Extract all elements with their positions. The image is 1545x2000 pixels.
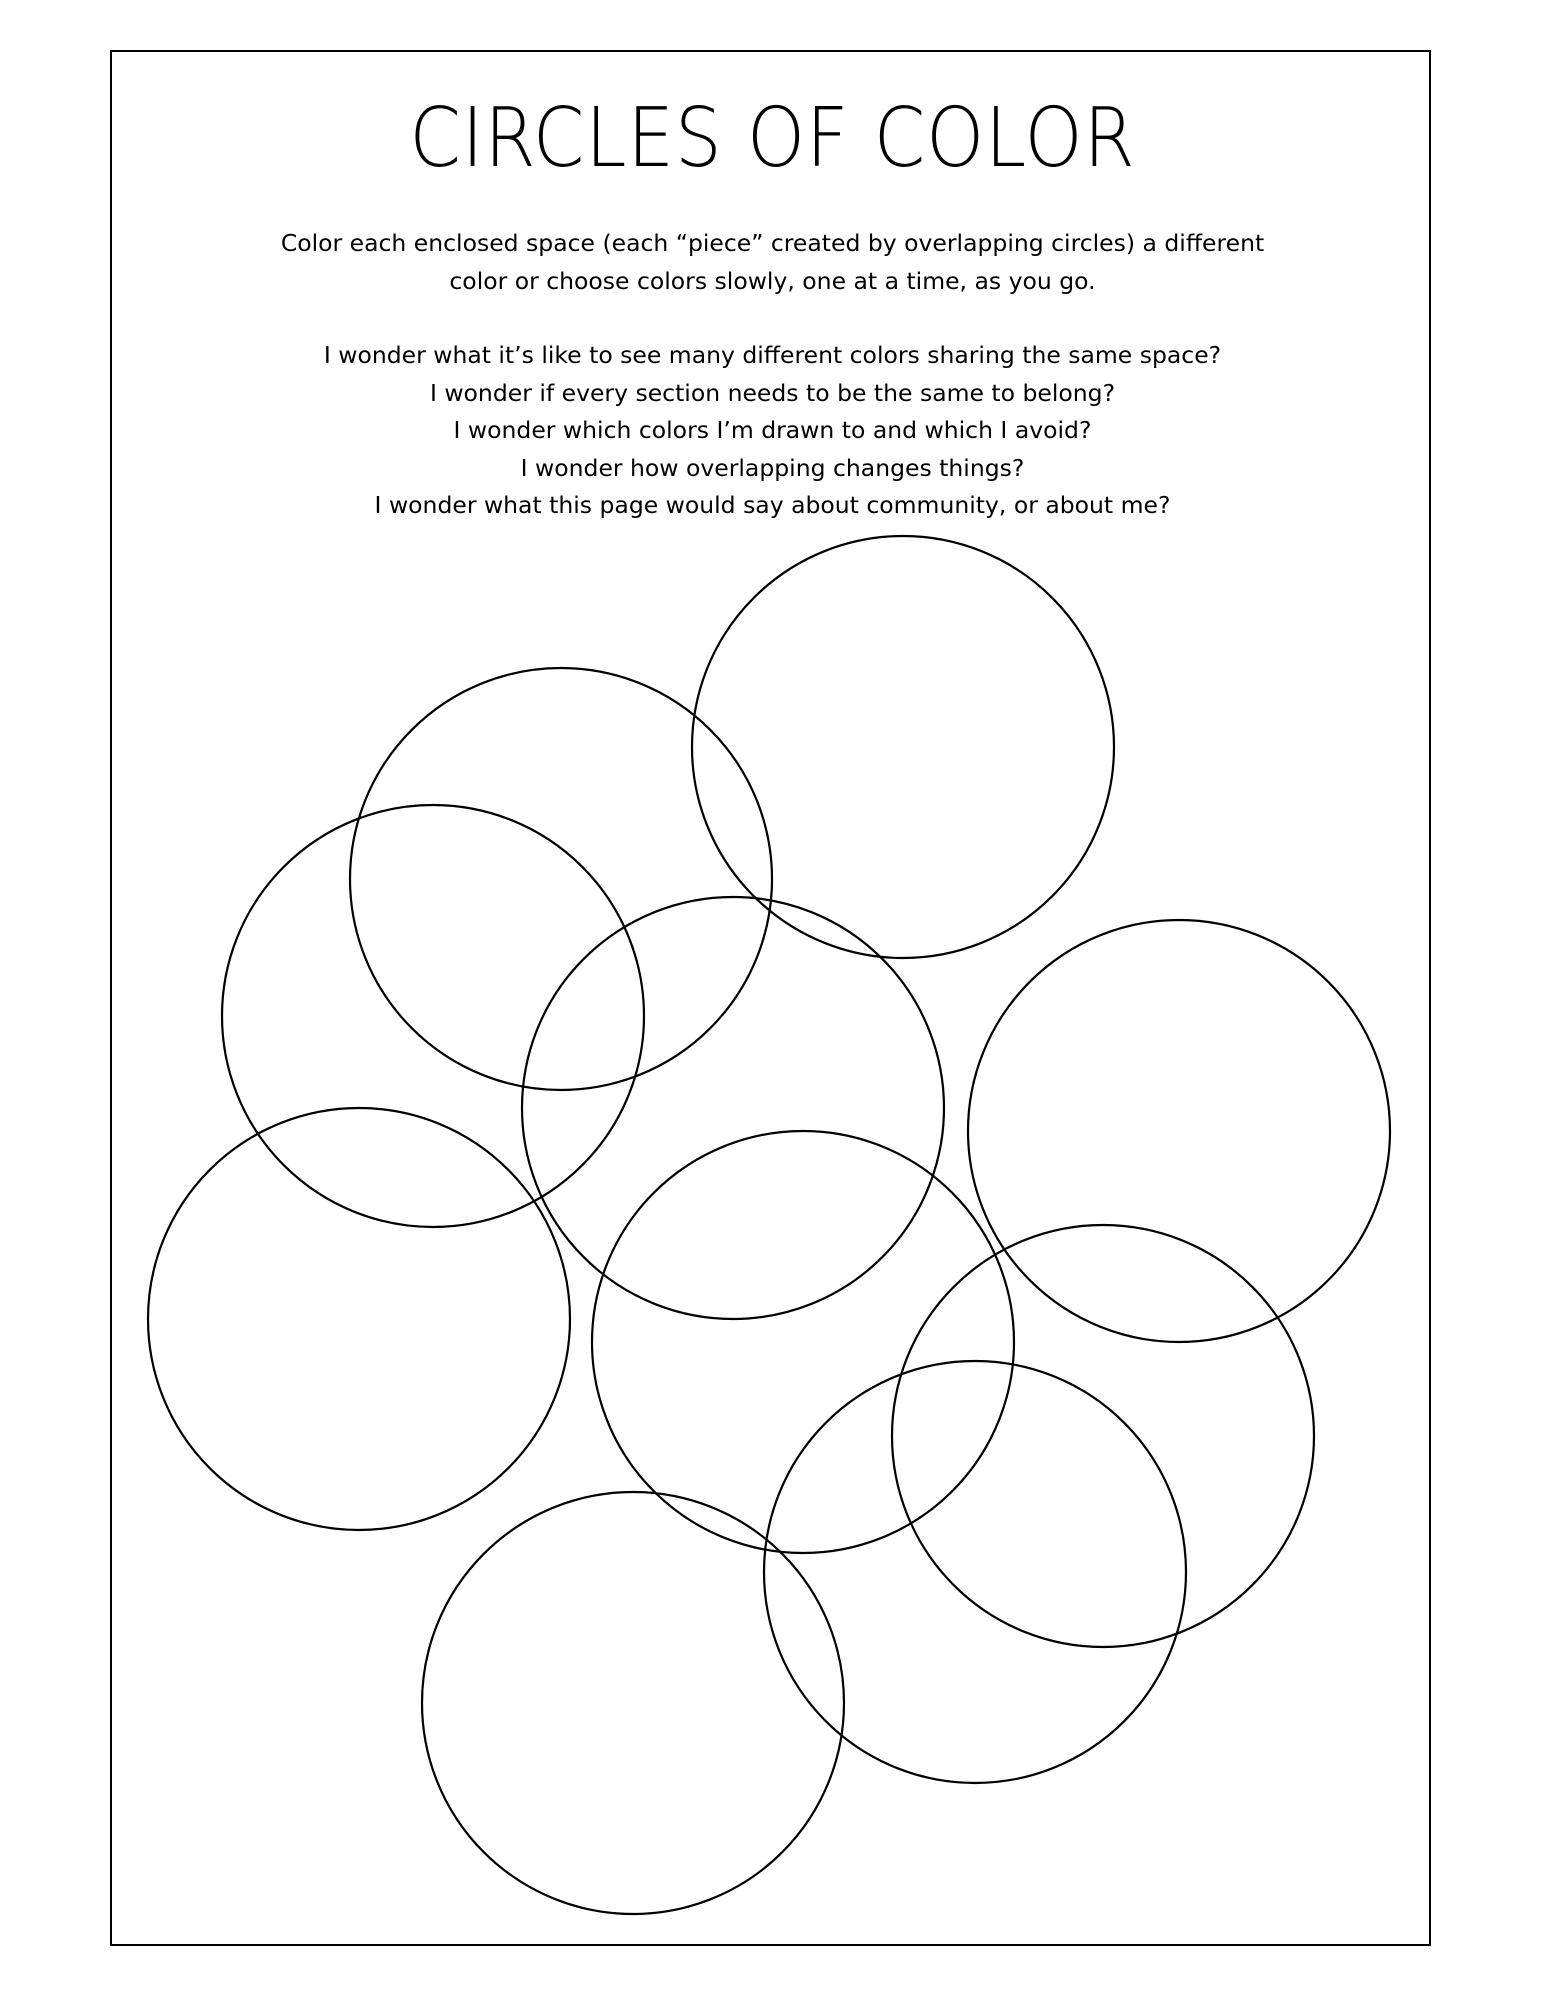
- prompt-line: I wonder what it’s like to see many different colors sharing the same space?: [323, 341, 1222, 369]
- coloring-circle[interactable]: [350, 668, 772, 1090]
- prompt-line: I wonder what this page would say about community, or about me?: [374, 491, 1171, 519]
- coloring-circle[interactable]: [892, 1225, 1314, 1647]
- coloring-circle[interactable]: [692, 536, 1114, 958]
- coloring-circle[interactable]: [592, 1131, 1014, 1553]
- prompt-line: I wonder how overlapping changes things?: [520, 453, 1025, 482]
- instruction-line: color or choose colors slowly, one at a time, as you go.: [449, 267, 1096, 295]
- coloring-circle[interactable]: [968, 920, 1390, 1342]
- prompt-line: I wonder which colors I’m drawn to and which I avoid?: [453, 416, 1092, 444]
- coloring-circle[interactable]: [764, 1361, 1186, 1783]
- instruction-line: Color each enclosed space (each “piece” created by overlapping circles) a different: [280, 229, 1265, 257]
- coloring-circle[interactable]: [148, 1108, 570, 1530]
- prompt-line: I wonder if every section needs to be the same to belong?: [429, 378, 1116, 407]
- coloring-circle[interactable]: [222, 805, 644, 1227]
- coloring-circle[interactable]: [522, 897, 944, 1319]
- coloring-circle[interactable]: [422, 1492, 844, 1914]
- page-title: CIRCLES OF COLOR: [409, 91, 1136, 186]
